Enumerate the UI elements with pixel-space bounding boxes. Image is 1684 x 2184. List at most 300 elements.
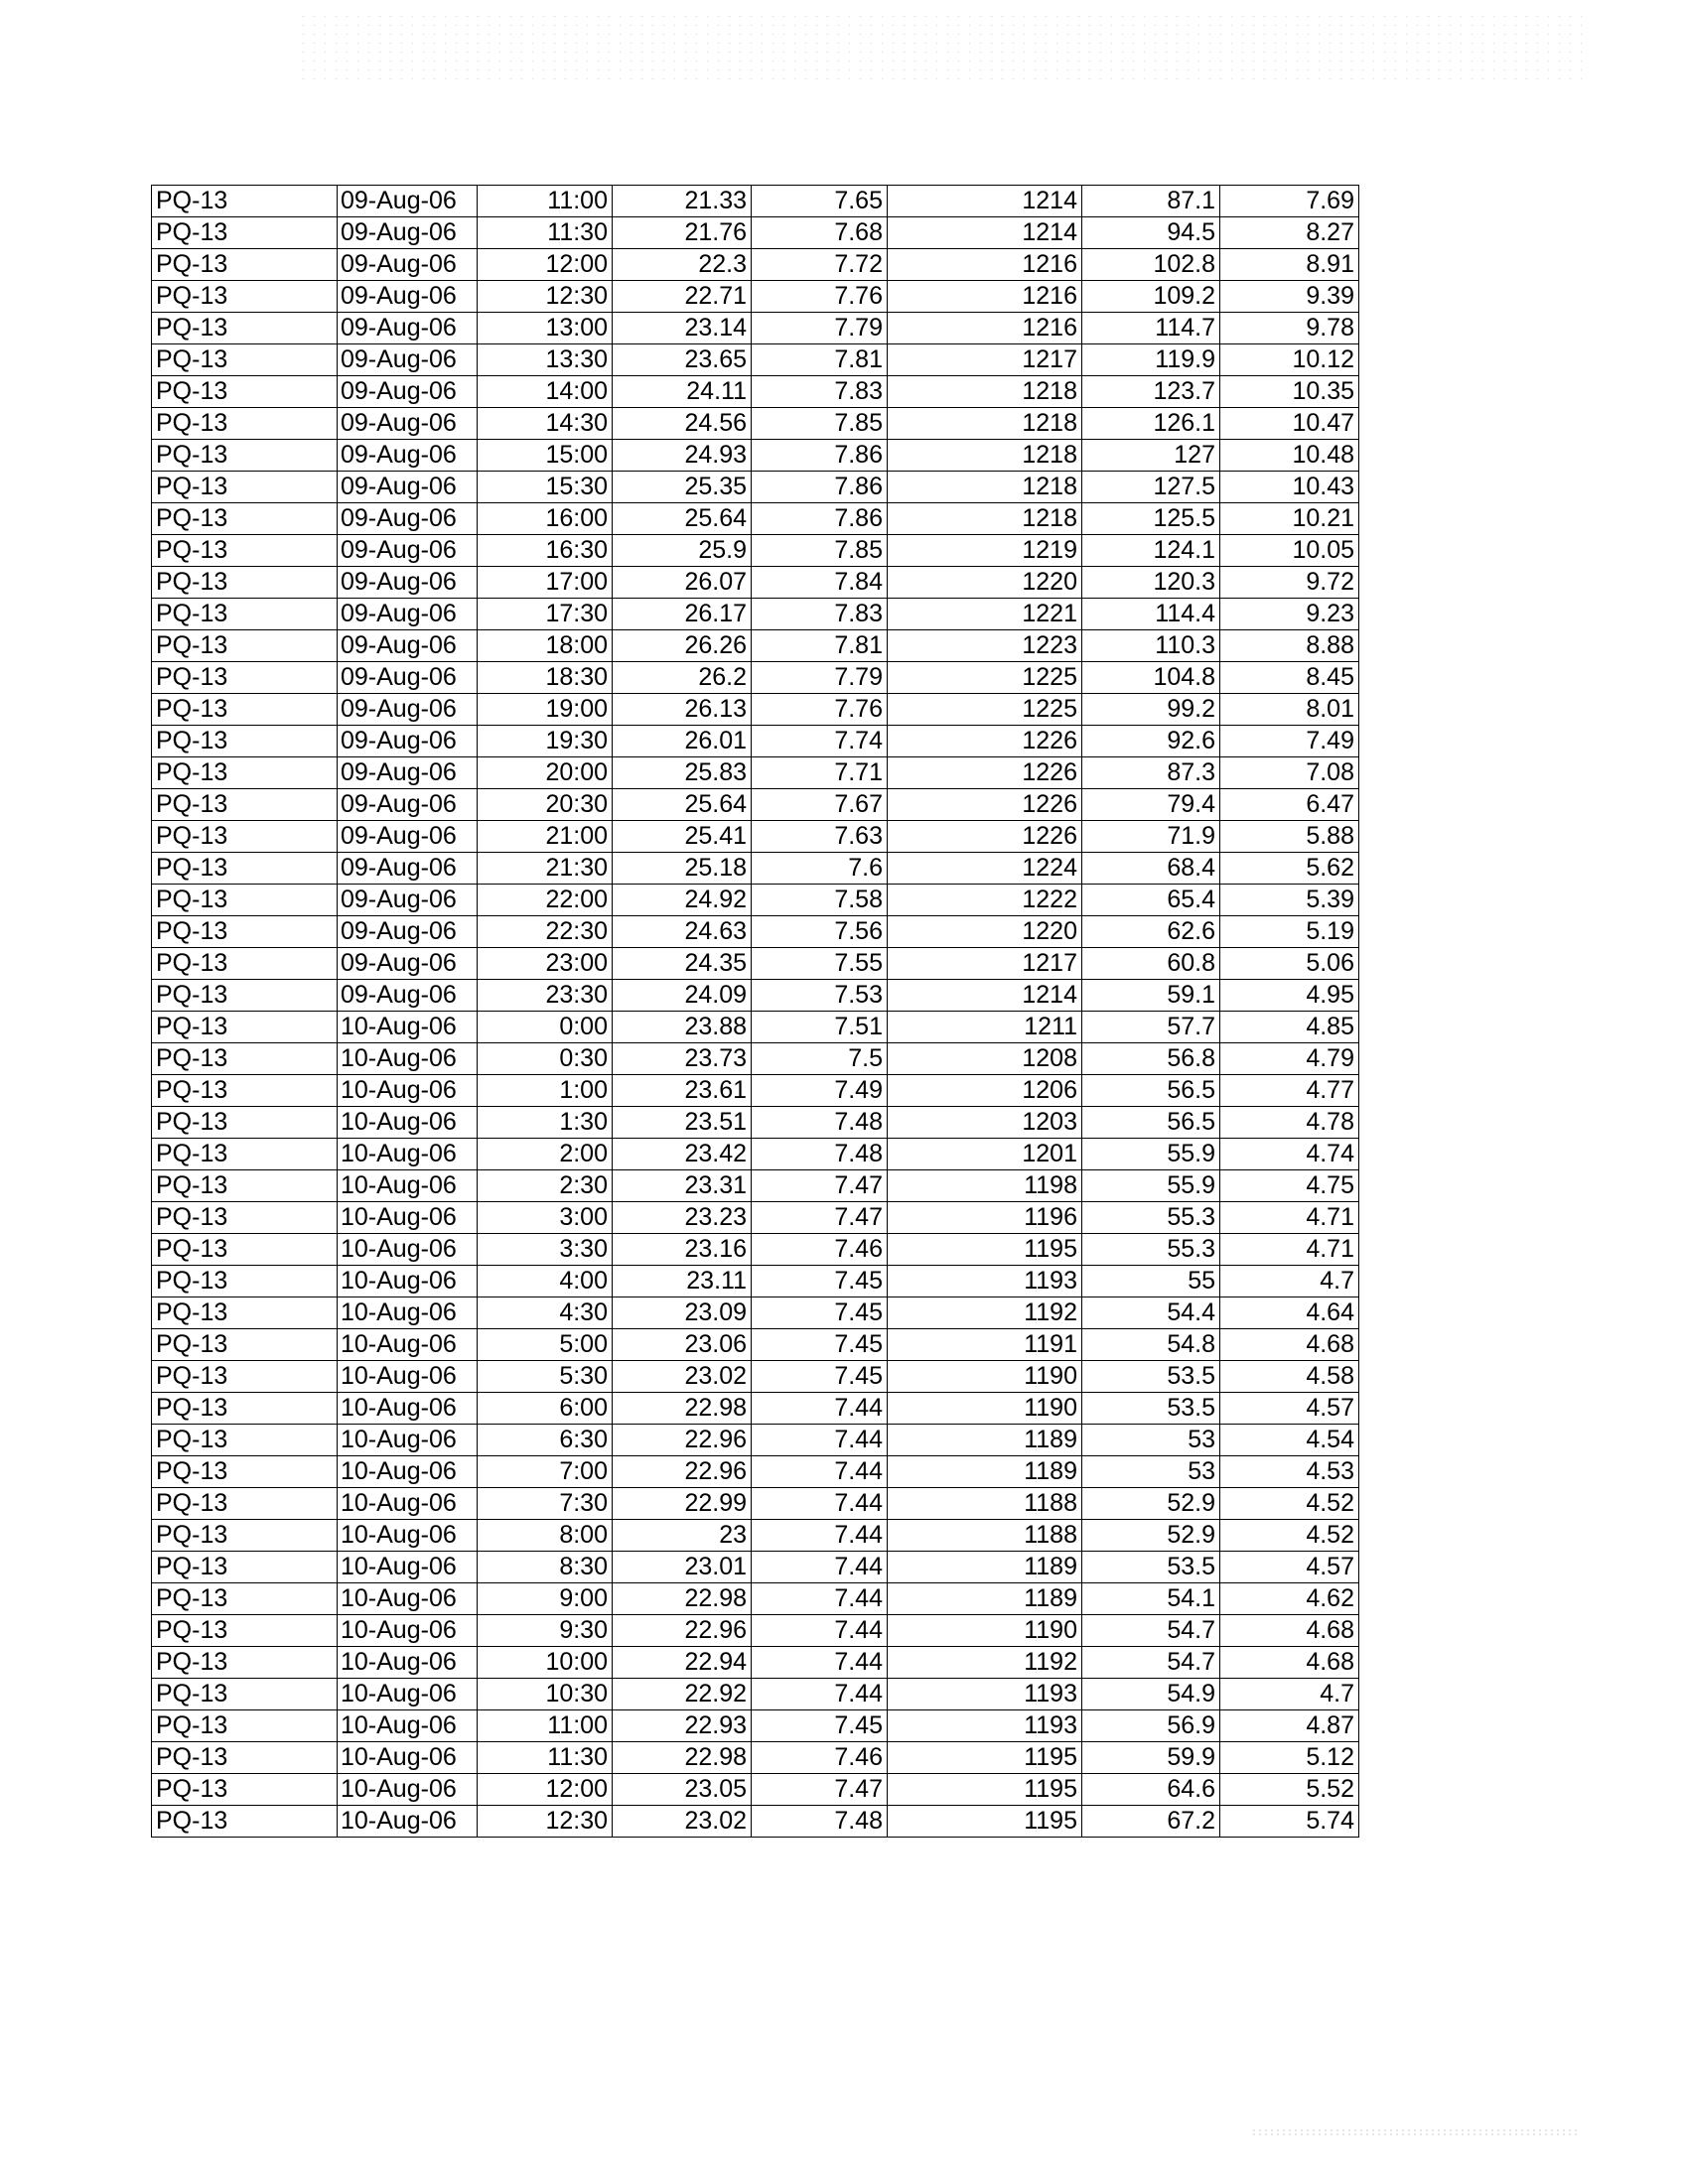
- table-row: [152, 1774, 1359, 1806]
- value-cell-4: 54.1: [1082, 1583, 1220, 1615]
- value-cell-1: 25.18: [613, 853, 752, 885]
- value-cell-1: 26.2: [613, 662, 752, 694]
- table-row: [152, 694, 1359, 726]
- value-cell-2: 7.45: [752, 1297, 888, 1329]
- value-cell-3: 1189: [888, 1583, 1082, 1615]
- table-row: [152, 472, 1359, 503]
- value-cell-1: 24.92: [613, 885, 752, 916]
- time-cell: 4:30: [478, 1297, 613, 1329]
- value-cell-5: 4.85: [1220, 1012, 1359, 1043]
- value-cell-4: 54.7: [1082, 1647, 1220, 1679]
- date-cell: 09-Aug-06: [338, 885, 478, 916]
- value-cell-1: 23: [613, 1520, 752, 1552]
- time-cell: 21:30: [478, 853, 613, 885]
- date-cell: 10-Aug-06: [338, 1361, 478, 1393]
- value-cell-3: 1220: [888, 916, 1082, 948]
- value-cell-3: 1189: [888, 1456, 1082, 1488]
- station-cell: PQ-13: [152, 472, 338, 503]
- value-cell-1: 26.17: [613, 599, 752, 630]
- value-cell-5: 4.77: [1220, 1075, 1359, 1107]
- value-cell-1: 23.01: [613, 1552, 752, 1583]
- date-cell: 09-Aug-06: [338, 853, 478, 885]
- date-cell: 09-Aug-06: [338, 503, 478, 535]
- value-cell-5: 7.49: [1220, 726, 1359, 757]
- value-cell-3: 1201: [888, 1139, 1082, 1170]
- value-cell-4: 54.4: [1082, 1297, 1220, 1329]
- value-cell-1: 23.05: [613, 1774, 752, 1806]
- value-cell-3: 1192: [888, 1297, 1082, 1329]
- value-cell-2: 7.86: [752, 503, 888, 535]
- value-cell-5: 4.68: [1220, 1329, 1359, 1361]
- table-row: [152, 1170, 1359, 1202]
- time-cell: 2:30: [478, 1170, 613, 1202]
- value-cell-1: 25.64: [613, 789, 752, 821]
- value-cell-3: 1217: [888, 948, 1082, 980]
- value-cell-3: 1211: [888, 1012, 1082, 1043]
- date-cell: 10-Aug-06: [338, 1012, 478, 1043]
- data-table: [151, 185, 1359, 1838]
- time-cell: 16:00: [478, 503, 613, 535]
- station-cell: PQ-13: [152, 1202, 338, 1234]
- station-cell: PQ-13: [152, 313, 338, 344]
- value-cell-3: 1193: [888, 1679, 1082, 1710]
- value-cell-3: 1217: [888, 344, 1082, 376]
- station-cell: PQ-13: [152, 1615, 338, 1647]
- value-cell-3: 1190: [888, 1361, 1082, 1393]
- value-cell-5: 10.21: [1220, 503, 1359, 535]
- station-cell: PQ-13: [152, 1393, 338, 1425]
- station-cell: PQ-13: [152, 1107, 338, 1139]
- table-row: [152, 408, 1359, 440]
- value-cell-4: 52.9: [1082, 1488, 1220, 1520]
- value-cell-3: 1190: [888, 1393, 1082, 1425]
- date-cell: 10-Aug-06: [338, 1425, 478, 1456]
- date-cell: 09-Aug-06: [338, 281, 478, 313]
- value-cell-2: 7.44: [752, 1647, 888, 1679]
- value-cell-4: 99.2: [1082, 694, 1220, 726]
- table-row: [152, 1806, 1359, 1838]
- value-cell-5: 5.39: [1220, 885, 1359, 916]
- value-cell-1: 23.02: [613, 1806, 752, 1838]
- value-cell-3: 1206: [888, 1075, 1082, 1107]
- value-cell-4: 127: [1082, 440, 1220, 472]
- station-cell: PQ-13: [152, 344, 338, 376]
- value-cell-3: 1218: [888, 503, 1082, 535]
- date-cell: 09-Aug-06: [338, 217, 478, 249]
- value-cell-4: 87.3: [1082, 757, 1220, 789]
- table-row: [152, 1393, 1359, 1425]
- station-cell: PQ-13: [152, 1774, 338, 1806]
- time-cell: 12:30: [478, 281, 613, 313]
- value-cell-3: 1189: [888, 1425, 1082, 1456]
- station-cell: PQ-13: [152, 599, 338, 630]
- time-cell: 19:00: [478, 694, 613, 726]
- value-cell-3: 1222: [888, 885, 1082, 916]
- table-row: [152, 662, 1359, 694]
- station-cell: PQ-13: [152, 1425, 338, 1456]
- value-cell-3: 1196: [888, 1202, 1082, 1234]
- value-cell-5: 9.39: [1220, 281, 1359, 313]
- value-cell-1: 23.65: [613, 344, 752, 376]
- value-cell-5: 4.54: [1220, 1425, 1359, 1456]
- station-cell: PQ-13: [152, 948, 338, 980]
- value-cell-4: 62.6: [1082, 916, 1220, 948]
- value-cell-4: 71.9: [1082, 821, 1220, 853]
- value-cell-2: 7.45: [752, 1266, 888, 1297]
- station-cell: PQ-13: [152, 885, 338, 916]
- date-cell: 10-Aug-06: [338, 1679, 478, 1710]
- date-cell: 09-Aug-06: [338, 599, 478, 630]
- value-cell-2: 7.83: [752, 599, 888, 630]
- time-cell: 12:00: [478, 1774, 613, 1806]
- date-cell: 10-Aug-06: [338, 1583, 478, 1615]
- table-row: [152, 980, 1359, 1012]
- value-cell-5: 4.57: [1220, 1393, 1359, 1425]
- value-cell-1: 22.98: [613, 1393, 752, 1425]
- value-cell-2: 7.45: [752, 1710, 888, 1742]
- time-cell: 20:00: [478, 757, 613, 789]
- station-cell: PQ-13: [152, 1679, 338, 1710]
- value-cell-1: 23.23: [613, 1202, 752, 1234]
- time-cell: 8:30: [478, 1552, 613, 1583]
- value-cell-4: 114.7: [1082, 313, 1220, 344]
- date-cell: 09-Aug-06: [338, 726, 478, 757]
- table-row: [152, 1552, 1359, 1583]
- date-cell: 10-Aug-06: [338, 1297, 478, 1329]
- value-cell-4: 94.5: [1082, 217, 1220, 249]
- value-cell-1: 22.96: [613, 1425, 752, 1456]
- value-cell-2: 7.44: [752, 1679, 888, 1710]
- time-cell: 17:00: [478, 567, 613, 599]
- table-row: [152, 186, 1359, 217]
- time-cell: 13:00: [478, 313, 613, 344]
- value-cell-1: 22.92: [613, 1679, 752, 1710]
- value-cell-1: 23.31: [613, 1170, 752, 1202]
- value-cell-1: 22.96: [613, 1615, 752, 1647]
- value-cell-4: 52.9: [1082, 1520, 1220, 1552]
- time-cell: 10:00: [478, 1647, 613, 1679]
- value-cell-4: 127.5: [1082, 472, 1220, 503]
- value-cell-5: 4.95: [1220, 980, 1359, 1012]
- value-cell-5: 4.52: [1220, 1488, 1359, 1520]
- value-cell-2: 7.85: [752, 535, 888, 567]
- value-cell-1: 26.07: [613, 567, 752, 599]
- station-cell: PQ-13: [152, 1488, 338, 1520]
- table-row: [152, 821, 1359, 853]
- value-cell-2: 7.58: [752, 885, 888, 916]
- value-cell-3: 1219: [888, 535, 1082, 567]
- value-cell-2: 7.44: [752, 1552, 888, 1583]
- date-cell: 09-Aug-06: [338, 789, 478, 821]
- value-cell-3: 1223: [888, 630, 1082, 662]
- value-cell-5: 10.05: [1220, 535, 1359, 567]
- value-cell-4: 56.5: [1082, 1075, 1220, 1107]
- value-cell-5: 5.74: [1220, 1806, 1359, 1838]
- value-cell-1: 24.93: [613, 440, 752, 472]
- date-cell: 10-Aug-06: [338, 1774, 478, 1806]
- value-cell-5: 4.57: [1220, 1552, 1359, 1583]
- value-cell-5: 8.45: [1220, 662, 1359, 694]
- value-cell-3: 1193: [888, 1266, 1082, 1297]
- value-cell-4: 79.4: [1082, 789, 1220, 821]
- value-cell-3: 1188: [888, 1488, 1082, 1520]
- time-cell: 6:00: [478, 1393, 613, 1425]
- time-cell: 20:30: [478, 789, 613, 821]
- value-cell-1: 22.99: [613, 1488, 752, 1520]
- value-cell-3: 1224: [888, 853, 1082, 885]
- value-cell-5: 4.64: [1220, 1297, 1359, 1329]
- value-cell-2: 7.86: [752, 472, 888, 503]
- date-cell: 09-Aug-06: [338, 472, 478, 503]
- station-cell: PQ-13: [152, 376, 338, 408]
- table-row: [152, 1202, 1359, 1234]
- station-cell: PQ-13: [152, 1647, 338, 1679]
- value-cell-4: 109.2: [1082, 281, 1220, 313]
- station-cell: PQ-13: [152, 726, 338, 757]
- time-cell: 1:30: [478, 1107, 613, 1139]
- table-row: [152, 535, 1359, 567]
- date-cell: 09-Aug-06: [338, 249, 478, 281]
- time-cell: 13:30: [478, 344, 613, 376]
- time-cell: 6:30: [478, 1425, 613, 1456]
- value-cell-1: 23.14: [613, 313, 752, 344]
- value-cell-4: 55.3: [1082, 1234, 1220, 1266]
- date-cell: 09-Aug-06: [338, 344, 478, 376]
- value-cell-5: 10.35: [1220, 376, 1359, 408]
- value-cell-3: 1220: [888, 567, 1082, 599]
- value-cell-3: 1226: [888, 757, 1082, 789]
- table-row: [152, 948, 1359, 980]
- time-cell: 15:00: [478, 440, 613, 472]
- value-cell-2: 7.81: [752, 630, 888, 662]
- value-cell-1: 23.73: [613, 1043, 752, 1075]
- value-cell-4: 59.9: [1082, 1742, 1220, 1774]
- value-cell-4: 56.5: [1082, 1107, 1220, 1139]
- value-cell-3: 1214: [888, 217, 1082, 249]
- value-cell-1: 25.35: [613, 472, 752, 503]
- value-cell-5: 4.52: [1220, 1520, 1359, 1552]
- value-cell-5: 4.68: [1220, 1647, 1359, 1679]
- time-cell: 16:30: [478, 535, 613, 567]
- date-cell: 10-Aug-06: [338, 1456, 478, 1488]
- time-cell: 22:30: [478, 916, 613, 948]
- date-cell: 10-Aug-06: [338, 1710, 478, 1742]
- value-cell-2: 7.47: [752, 1774, 888, 1806]
- time-cell: 18:30: [478, 662, 613, 694]
- value-cell-1: 26.01: [613, 726, 752, 757]
- station-cell: PQ-13: [152, 503, 338, 535]
- value-cell-4: 114.4: [1082, 599, 1220, 630]
- value-cell-3: 1214: [888, 186, 1082, 217]
- value-cell-4: 57.7: [1082, 1012, 1220, 1043]
- value-cell-1: 24.09: [613, 980, 752, 1012]
- value-cell-1: 25.64: [613, 503, 752, 535]
- time-cell: 7:30: [478, 1488, 613, 1520]
- value-cell-1: 23.06: [613, 1329, 752, 1361]
- value-cell-1: 23.51: [613, 1107, 752, 1139]
- value-cell-4: 55.3: [1082, 1202, 1220, 1234]
- time-cell: 5:00: [478, 1329, 613, 1361]
- value-cell-2: 7.65: [752, 186, 888, 217]
- table-row: [152, 1139, 1359, 1170]
- value-cell-4: 54.8: [1082, 1329, 1220, 1361]
- value-cell-4: 68.4: [1082, 853, 1220, 885]
- date-cell: 09-Aug-06: [338, 694, 478, 726]
- value-cell-2: 7.55: [752, 948, 888, 980]
- value-cell-5: 4.7: [1220, 1266, 1359, 1297]
- value-cell-3: 1226: [888, 821, 1082, 853]
- value-cell-4: 92.6: [1082, 726, 1220, 757]
- station-cell: PQ-13: [152, 789, 338, 821]
- value-cell-1: 23.88: [613, 1012, 752, 1043]
- date-cell: 10-Aug-06: [338, 1329, 478, 1361]
- value-cell-2: 7.45: [752, 1361, 888, 1393]
- value-cell-5: 4.58: [1220, 1361, 1359, 1393]
- value-cell-4: 53.5: [1082, 1393, 1220, 1425]
- value-cell-3: 1195: [888, 1234, 1082, 1266]
- station-cell: PQ-13: [152, 1170, 338, 1202]
- table-row: [152, 313, 1359, 344]
- value-cell-1: 21.76: [613, 217, 752, 249]
- value-cell-3: 1193: [888, 1710, 1082, 1742]
- value-cell-3: 1218: [888, 408, 1082, 440]
- value-cell-4: 59.1: [1082, 980, 1220, 1012]
- value-cell-2: 7.44: [752, 1583, 888, 1615]
- table-row: [152, 1297, 1359, 1329]
- table-row: [152, 1456, 1359, 1488]
- date-cell: 09-Aug-06: [338, 916, 478, 948]
- value-cell-2: 7.74: [752, 726, 888, 757]
- value-cell-5: 4.75: [1220, 1170, 1359, 1202]
- time-cell: 8:00: [478, 1520, 613, 1552]
- value-cell-3: 1192: [888, 1647, 1082, 1679]
- station-cell: PQ-13: [152, 1710, 338, 1742]
- value-cell-5: 8.88: [1220, 630, 1359, 662]
- value-cell-5: 4.71: [1220, 1234, 1359, 1266]
- value-cell-3: 1216: [888, 281, 1082, 313]
- table-row: [152, 1679, 1359, 1710]
- value-cell-3: 1226: [888, 726, 1082, 757]
- time-cell: 9:30: [478, 1615, 613, 1647]
- table-row: [152, 1615, 1359, 1647]
- time-cell: 23:00: [478, 948, 613, 980]
- value-cell-2: 7.81: [752, 344, 888, 376]
- value-cell-5: 4.68: [1220, 1615, 1359, 1647]
- value-cell-2: 7.56: [752, 916, 888, 948]
- value-cell-1: 26.13: [613, 694, 752, 726]
- value-cell-1: 22.94: [613, 1647, 752, 1679]
- station-cell: PQ-13: [152, 630, 338, 662]
- station-cell: PQ-13: [152, 408, 338, 440]
- date-cell: 10-Aug-06: [338, 1043, 478, 1075]
- value-cell-2: 7.72: [752, 249, 888, 281]
- date-cell: 09-Aug-06: [338, 662, 478, 694]
- table-row: [152, 630, 1359, 662]
- value-cell-5: 10.47: [1220, 408, 1359, 440]
- date-cell: 10-Aug-06: [338, 1806, 478, 1838]
- value-cell-2: 7.76: [752, 281, 888, 313]
- time-cell: 7:00: [478, 1456, 613, 1488]
- table-row: [152, 885, 1359, 916]
- value-cell-5: 5.52: [1220, 1774, 1359, 1806]
- date-cell: 10-Aug-06: [338, 1170, 478, 1202]
- table-row: [152, 757, 1359, 789]
- date-cell: 09-Aug-06: [338, 630, 478, 662]
- value-cell-3: 1191: [888, 1329, 1082, 1361]
- value-cell-2: 7.84: [752, 567, 888, 599]
- value-cell-3: 1218: [888, 472, 1082, 503]
- value-cell-4: 55: [1082, 1266, 1220, 1297]
- date-cell: 10-Aug-06: [338, 1552, 478, 1583]
- value-cell-3: 1189: [888, 1552, 1082, 1583]
- table-row: [152, 1266, 1359, 1297]
- time-cell: 21:00: [478, 821, 613, 853]
- value-cell-1: 23.42: [613, 1139, 752, 1170]
- time-cell: 3:30: [478, 1234, 613, 1266]
- value-cell-5: 7.69: [1220, 186, 1359, 217]
- value-cell-1: 22.93: [613, 1710, 752, 1742]
- value-cell-4: 104.8: [1082, 662, 1220, 694]
- value-cell-4: 102.8: [1082, 249, 1220, 281]
- station-cell: PQ-13: [152, 1139, 338, 1170]
- value-cell-5: 9.23: [1220, 599, 1359, 630]
- value-cell-1: 22.98: [613, 1583, 752, 1615]
- value-cell-3: 1225: [888, 694, 1082, 726]
- value-cell-2: 7.48: [752, 1806, 888, 1838]
- value-cell-3: 1195: [888, 1742, 1082, 1774]
- value-cell-4: 123.7: [1082, 376, 1220, 408]
- value-cell-3: 1203: [888, 1107, 1082, 1139]
- value-cell-2: 7.71: [752, 757, 888, 789]
- value-cell-4: 120.3: [1082, 567, 1220, 599]
- table-row: [152, 726, 1359, 757]
- time-cell: 3:00: [478, 1202, 613, 1234]
- value-cell-2: 7.79: [752, 313, 888, 344]
- table-row: [152, 1647, 1359, 1679]
- value-cell-2: 7.48: [752, 1107, 888, 1139]
- date-cell: 09-Aug-06: [338, 980, 478, 1012]
- station-cell: PQ-13: [152, 281, 338, 313]
- value-cell-5: 5.62: [1220, 853, 1359, 885]
- value-cell-2: 7.5: [752, 1043, 888, 1075]
- value-cell-3: 1216: [888, 313, 1082, 344]
- time-cell: 15:30: [478, 472, 613, 503]
- time-cell: 2:00: [478, 1139, 613, 1170]
- value-cell-5: 4.79: [1220, 1043, 1359, 1075]
- time-cell: 0:00: [478, 1012, 613, 1043]
- station-cell: PQ-13: [152, 1297, 338, 1329]
- station-cell: PQ-13: [152, 186, 338, 217]
- table-row: [152, 344, 1359, 376]
- value-cell-3: 1221: [888, 599, 1082, 630]
- value-cell-4: 67.2: [1082, 1806, 1220, 1838]
- time-cell: 0:30: [478, 1043, 613, 1075]
- table-row: [152, 1488, 1359, 1520]
- value-cell-1: 23.61: [613, 1075, 752, 1107]
- table-row: [152, 567, 1359, 599]
- station-cell: PQ-13: [152, 1266, 338, 1297]
- table-row: [152, 1710, 1359, 1742]
- table-row: [152, 1361, 1359, 1393]
- value-cell-5: 10.43: [1220, 472, 1359, 503]
- table-row: [152, 376, 1359, 408]
- time-cell: 14:00: [478, 376, 613, 408]
- value-cell-3: 1216: [888, 249, 1082, 281]
- value-cell-5: 4.78: [1220, 1107, 1359, 1139]
- table-row: [152, 1425, 1359, 1456]
- value-cell-2: 7.85: [752, 408, 888, 440]
- date-cell: 10-Aug-06: [338, 1139, 478, 1170]
